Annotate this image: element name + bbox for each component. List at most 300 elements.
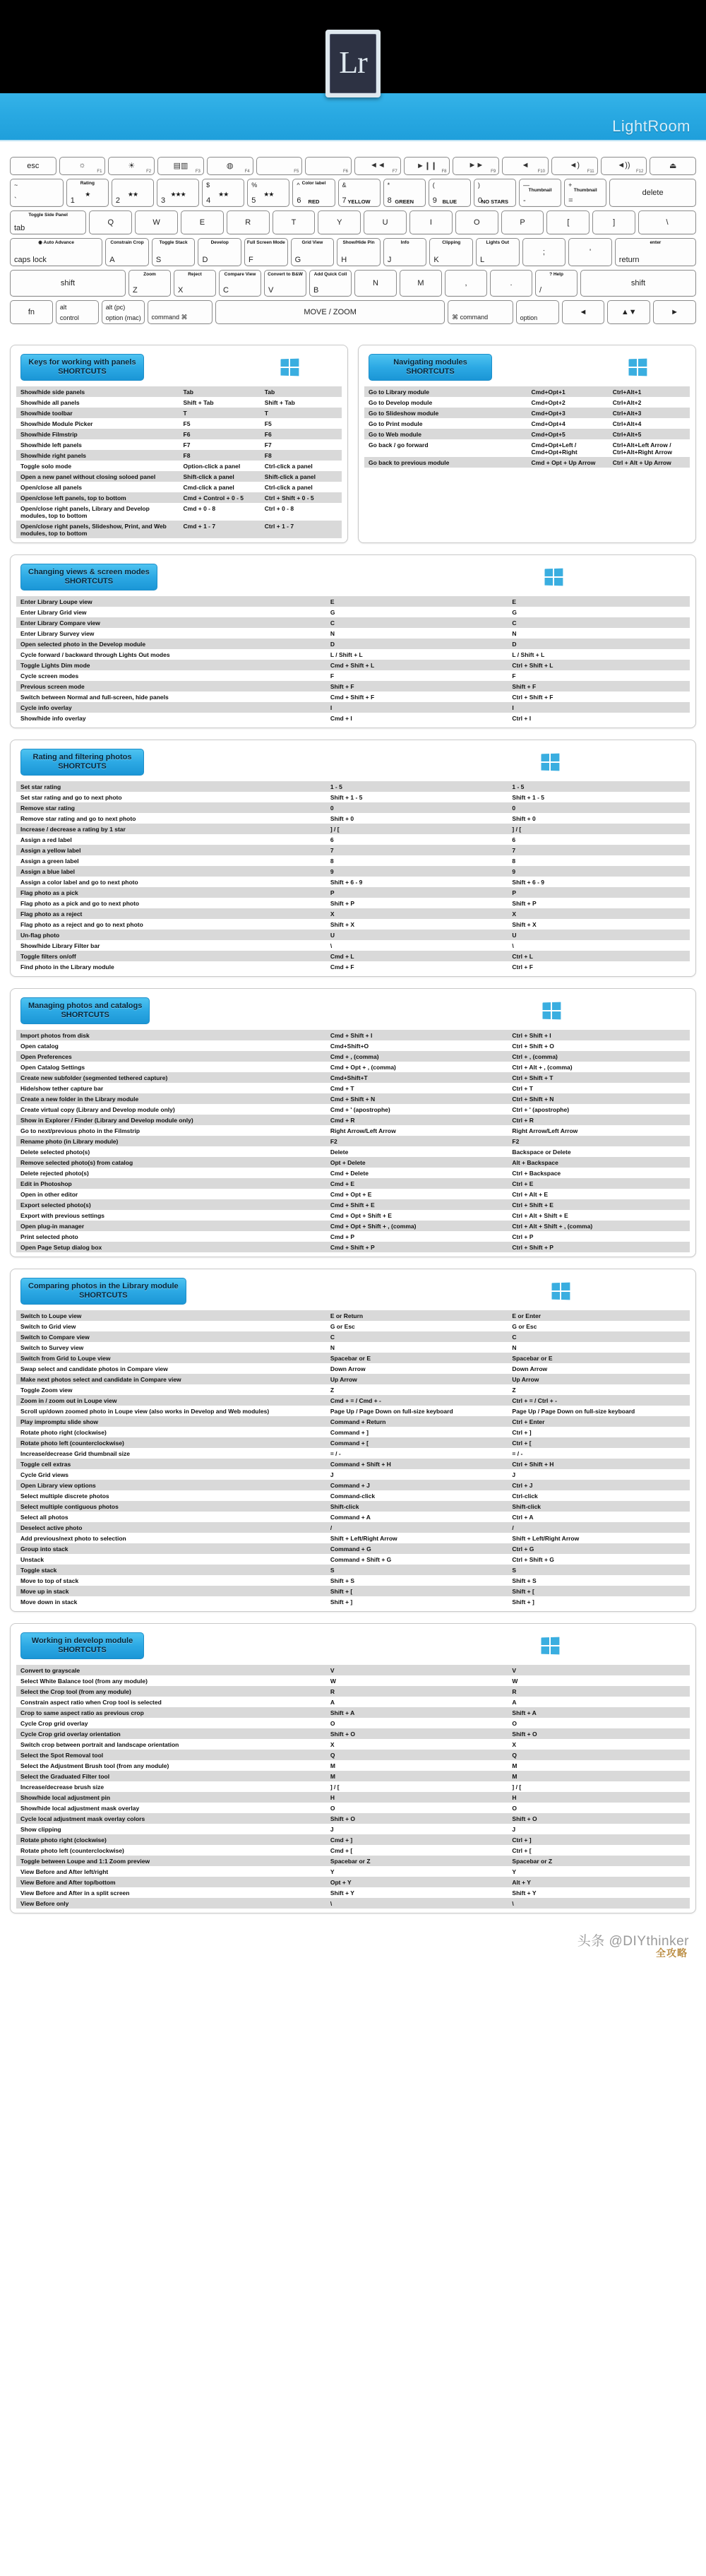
key-z-0[interactable] <box>10 270 126 297</box>
key-num-0[interactable] <box>10 179 64 207</box>
table-row <box>16 1728 690 1739</box>
shortcut-description: Switch to Loupe view <box>20 1312 82 1319</box>
shortcut-mac: F <box>330 672 335 679</box>
key-label: U <box>382 218 388 227</box>
shortcut-description: Switch to Compare view <box>20 1333 90 1341</box>
key-q-3[interactable] <box>181 210 224 235</box>
key-q-11[interactable] <box>546 210 590 235</box>
panel-header <box>16 561 690 596</box>
shortcut-windows: Ctrl + 1 - 7 <box>264 522 294 530</box>
key-fn-label: F8 <box>441 170 447 174</box>
shortcut-description: Enter Library Compare view <box>20 619 100 627</box>
keyboard-z-row <box>10 270 696 297</box>
shortcut-description: Constrain aspect ratio when Crop tool is selected <box>20 1698 162 1706</box>
table-row <box>16 1675 690 1686</box>
key-annotation: enter <box>650 240 662 245</box>
key-fn-7[interactable] <box>354 157 401 175</box>
shortcut-mac: Cmd + ' (apostrophe) <box>330 1105 390 1113</box>
shortcut-table <box>16 1310 690 1607</box>
key-label: A <box>109 256 115 264</box>
key-shift-label: $ <box>206 182 210 189</box>
shortcut-windows: Up Arrow <box>512 1375 539 1383</box>
shortcut-description: Enter Library Loupe view <box>20 598 92 605</box>
key-a-5[interactable] <box>291 238 335 266</box>
table-row <box>364 429 690 439</box>
key-label: Y <box>337 218 342 227</box>
shortcut-windows: Ctrl + Shift + P <box>512 1243 554 1251</box>
key-label: O <box>473 218 480 227</box>
shortcut-windows: Shift-click <box>512 1502 542 1510</box>
shortcut-mac: Shift + F <box>330 682 354 690</box>
page-title: LightRoom <box>612 117 690 135</box>
shortcut-mac: Cmd + P <box>330 1233 355 1240</box>
shortcut-mac: Cmd + Shift + F <box>330 693 375 701</box>
table-row <box>16 692 690 702</box>
key-ctl-8[interactable] <box>607 300 650 324</box>
table-row <box>16 1321 690 1331</box>
key-label: W <box>152 218 160 227</box>
shortcut-windows: R <box>512 1687 517 1695</box>
shortcut-mac: P <box>330 889 335 896</box>
shortcut-windows: Spacebar or Z <box>512 1857 553 1865</box>
table-row <box>16 1522 690 1533</box>
key-label: ► <box>671 308 679 316</box>
key-label: ' <box>589 248 592 256</box>
shortcut-windows: Ctrl + Shift + I <box>512 1031 551 1039</box>
shortcut-mac: Shift-click <box>330 1502 359 1510</box>
shortcut-mac: Cmd + Shift + N <box>330 1095 376 1103</box>
panel-row <box>10 740 696 977</box>
shortcut-mac: Shift + A <box>330 1709 355 1716</box>
key-star-label: ★ <box>85 191 90 198</box>
shortcut-windows: Ctrl+Alt+4 <box>612 420 642 427</box>
shortcut-mac: O <box>330 1719 335 1727</box>
shortcut-windows: C <box>512 1333 517 1341</box>
shortcut-windows: 6 <box>512 836 516 843</box>
key-num-5[interactable] <box>247 179 289 207</box>
key-z-5[interactable] <box>309 270 352 297</box>
key-num-11[interactable] <box>519 179 561 207</box>
shortcut-mac: Z <box>330 1386 335 1394</box>
shortcut-mac: F5 <box>183 420 191 427</box>
table-row <box>16 1813 690 1824</box>
keyboard-number-row <box>10 179 696 207</box>
shortcut-mac: Cmd+Opt+5 <box>531 430 566 438</box>
key-q-5[interactable] <box>273 210 316 235</box>
key-a-12[interactable] <box>615 238 696 266</box>
table-row <box>16 919 690 930</box>
shortcut-windows: A <box>512 1698 517 1706</box>
key-fn-10[interactable] <box>502 157 549 175</box>
table-row <box>16 681 690 692</box>
shortcut-windows: Ctrl + ] <box>512 1428 532 1436</box>
key-shift-label: % <box>251 182 258 189</box>
shortcut-mac: Tab <box>183 388 193 396</box>
shortcut-description: Switch to Survey view <box>20 1343 84 1351</box>
apple-icon <box>186 1283 436 1300</box>
shortcut-description: Rotate photo right (clockwise) <box>20 1836 107 1844</box>
key-q-6[interactable] <box>318 210 361 235</box>
panel-title-badge <box>20 1632 144 1659</box>
key-icon: ◄ <box>521 161 530 170</box>
shortcut-windows: Ctrl + Alt + Shift + E <box>512 1211 568 1219</box>
table-row <box>16 1750 690 1760</box>
shortcut-windows: Ctrl + Shift + O <box>512 1042 554 1050</box>
key-icon: ☀ <box>128 162 136 170</box>
key-star-label: ★★ <box>127 191 138 198</box>
key-z-11[interactable] <box>580 270 696 297</box>
key-q-9[interactable] <box>455 210 498 235</box>
table-row <box>16 461 342 471</box>
os-icon-group <box>157 569 686 586</box>
shortcut-description: Flag photo as a pick <box>20 889 78 896</box>
key-label: ` <box>14 196 17 205</box>
key-label: M <box>417 279 424 287</box>
key-a-3[interactable] <box>198 238 241 266</box>
shortcut-description: Previous screen mode <box>20 682 85 690</box>
key-label: [ <box>567 218 570 227</box>
shortcut-mac: Shift + 1 - 5 <box>330 793 363 801</box>
key-q-8[interactable] <box>409 210 453 235</box>
shortcut-description: Add previous/next photo to selection <box>20 1534 126 1542</box>
table-row <box>16 1856 690 1866</box>
shortcut-description: Export selected photo(s) <box>20 1201 91 1209</box>
key-fn-label: F7 <box>392 170 397 174</box>
key-ctl-9[interactable] <box>653 300 696 324</box>
panel-title-text: Keys for working with panels <box>28 358 136 367</box>
key-fn-3[interactable] <box>157 157 204 175</box>
key-fn-label: F5 <box>294 170 299 174</box>
key-num-2[interactable] <box>112 179 154 207</box>
key-num-9[interactable] <box>429 179 471 207</box>
table-row <box>16 1824 690 1834</box>
key-ctl-3[interactable] <box>148 300 213 324</box>
panel-header <box>16 1630 690 1665</box>
shortcut-mac: V <box>330 1666 335 1674</box>
key-num-13[interactable] <box>609 179 696 207</box>
shortcut-mac: Cmd + = / Cmd + - <box>330 1396 381 1404</box>
shortcut-description: Select the Spot Removal tool <box>20 1751 104 1759</box>
shortcut-description: Cycle Grid views <box>20 1471 69 1478</box>
shortcut-description: Select multiple discrete photos <box>20 1492 109 1500</box>
shortcut-windows: Ctrl + Shift + N <box>512 1095 554 1103</box>
shortcut-mac: 9 <box>330 867 334 875</box>
key-fn-8[interactable] <box>404 157 450 175</box>
shortcut-windows: Down Arrow <box>512 1365 548 1372</box>
shortcut-mac: Shift + O <box>330 1730 356 1738</box>
key-q-12[interactable] <box>592 210 635 235</box>
shortcut-windows: Ctrl + Shift + 0 - 5 <box>264 494 314 501</box>
key-fn-9[interactable] <box>453 157 499 175</box>
key-num-1[interactable] <box>66 179 109 207</box>
key-z-7[interactable] <box>400 270 442 297</box>
shortcut-windows: Shift-click a panel <box>264 473 316 480</box>
key-z-8[interactable] <box>445 270 487 297</box>
shortcut-description: View Before and After top/bottom <box>20 1878 116 1886</box>
shortcut-description: Toggle cell extras <box>20 1460 71 1468</box>
table-row <box>16 439 342 450</box>
key-fn-12[interactable] <box>601 157 647 175</box>
key-a-11[interactable] <box>568 238 612 266</box>
shortcut-description: Select all photos <box>20 1513 68 1521</box>
key-annotation: Full Screen Mode <box>246 240 285 245</box>
key-a-8[interactable] <box>429 238 473 266</box>
key-a-1[interactable] <box>105 238 149 266</box>
key-ctl-2[interactable] <box>102 300 145 324</box>
key-q-1[interactable] <box>89 210 132 235</box>
shortcut-mac: N <box>330 629 335 637</box>
key-top-label: alt <box>59 304 67 311</box>
shortcut-mac: Shift + Y <box>330 1889 354 1897</box>
panel-title-text: Navigating modules <box>393 358 467 367</box>
table-row <box>16 1586 690 1596</box>
key-a-6[interactable] <box>337 238 381 266</box>
key-num-12[interactable] <box>564 179 606 207</box>
key-q-10[interactable] <box>501 210 544 235</box>
table-row <box>16 1331 690 1342</box>
table-row <box>364 418 690 429</box>
key-ctl-7[interactable] <box>562 300 605 324</box>
key-label: 5 <box>251 196 256 205</box>
table-row <box>16 1845 690 1856</box>
shortcut-description: Open Library view options <box>20 1481 96 1489</box>
key-color-label: BLUE <box>442 198 457 205</box>
shortcut-description: Toggle Lights Dim mode <box>20 661 90 669</box>
shortcut-mac: C <box>330 619 335 627</box>
table-row <box>16 1157 690 1168</box>
key-fn-6[interactable] <box>305 157 352 175</box>
key-q-0[interactable] <box>10 210 86 235</box>
key-num-6[interactable] <box>292 179 335 207</box>
shortcut-windows: Ctrl+Alt+5 <box>612 430 642 438</box>
shortcut-description: Cycle Crop grid overlay <box>20 1719 88 1727</box>
shortcut-mac: Cmd + Shift + P <box>330 1243 375 1251</box>
lightroom-logo-text: Lr <box>330 34 376 93</box>
shortcut-description: Increase / decrease a rating by 1 star <box>20 825 126 833</box>
key-num-8[interactable] <box>383 179 426 207</box>
shortcut-description: Toggle between Loupe and 1:1 Zoom preview <box>20 1857 150 1865</box>
key-fn-0[interactable] <box>10 157 56 175</box>
key-num-3[interactable] <box>157 179 199 207</box>
shortcut-description: Cycle info overlay <box>20 704 72 711</box>
key-annotation: Reject <box>188 272 202 277</box>
table-row <box>16 702 690 713</box>
shortcut-mac: 6 <box>330 836 334 843</box>
shortcut-mac: Cmd + Opt + E <box>330 1190 372 1198</box>
keyboard-diagram <box>0 141 706 335</box>
key-annotation: Rating <box>80 181 95 186</box>
key-fn-1[interactable] <box>59 157 106 175</box>
shortcut-mac: X <box>330 1740 335 1748</box>
key-a-0[interactable] <box>10 238 102 266</box>
shortcut-description: Zoom in / zoom out in Loupe view <box>20 1396 117 1404</box>
shortcut-windows: Ctrl + F <box>512 963 533 971</box>
panel-title-text: Managing photos and catalogs <box>28 1002 143 1010</box>
key-shift-label: — <box>523 182 530 189</box>
shortcut-windows: Shift + ] <box>512 1598 534 1605</box>
shortcut-description: Go to Print module <box>369 420 423 427</box>
table-row <box>16 1739 690 1750</box>
key-label: Q <box>107 218 114 227</box>
key-q-13[interactable] <box>638 210 696 235</box>
shortcut-description: Open/close right panels, Slideshow, Print, and Web modules, top to bottom <box>20 522 167 537</box>
shortcut-description: Enter Library Survey view <box>20 629 95 637</box>
shortcut-windows: Ctrl+Alt+1 <box>612 388 642 396</box>
panel-title-badge <box>369 354 492 381</box>
shortcut-windows: F2 <box>512 1137 520 1145</box>
key-icon: ◄) <box>569 161 580 170</box>
key-q-2[interactable] <box>135 210 178 235</box>
shortcut-description: Remove star rating and go to next photo <box>20 814 136 822</box>
key-ctl-6[interactable] <box>516 300 559 324</box>
table-row <box>16 1887 690 1898</box>
lightroom-logo-icon <box>325 30 381 97</box>
shortcut-mac: Command + A <box>330 1513 371 1521</box>
key-label: I <box>429 218 432 227</box>
key-label: R <box>245 218 251 227</box>
shortcut-description: Group into stack <box>20 1545 68 1553</box>
key-ctl-5[interactable] <box>448 300 513 324</box>
shortcut-mac: T <box>183 409 187 417</box>
shortcut-mac: \ <box>330 1899 333 1907</box>
table-row <box>16 951 690 961</box>
shortcut-description: Remove star rating <box>20 804 75 812</box>
shortcut-mac: G <box>330 608 335 616</box>
key-ctl-4[interactable] <box>215 300 445 324</box>
table-row <box>16 1792 690 1803</box>
key-z-3[interactable] <box>219 270 261 297</box>
shortcut-mac: Cmd + Opt + Shift + E <box>330 1211 392 1219</box>
panel-title-badge <box>20 749 144 776</box>
table-row <box>16 1448 690 1459</box>
table-row <box>16 1501 690 1512</box>
key-ctl-1[interactable] <box>56 300 99 324</box>
key-label: 6 <box>297 196 301 205</box>
shortcut-mac: Cmd + Opt + , (comma) <box>330 1063 396 1071</box>
key-num-7[interactable] <box>338 179 381 207</box>
shortcut-mac: Q <box>330 1751 335 1759</box>
shortcut-windows: P <box>512 889 517 896</box>
key-shift-label: * <box>387 182 390 189</box>
table-row <box>16 802 690 813</box>
table-row <box>16 1062 690 1072</box>
key-annotation: Toggle Side Panel <box>28 213 68 218</box>
panel-title-badge <box>20 564 157 590</box>
shortcut-description: Switch crop between portrait and landscape orientation <box>20 1740 179 1748</box>
shortcut-windows: Shift + F <box>512 682 537 690</box>
key-label: X <box>178 286 184 295</box>
key-num-10[interactable] <box>474 179 516 207</box>
shortcut-windows: \ <box>512 1899 514 1907</box>
shortcut-mac: Cmd+Opt+4 <box>531 420 566 427</box>
table-row <box>16 1543 690 1554</box>
table-row <box>16 1469 690 1480</box>
shortcut-mac: Command + ] <box>330 1428 369 1436</box>
shortcut-mac: Page Up / Page Down on full-size keyboard <box>330 1407 453 1415</box>
shortcut-mac: Cmd + Shift + I <box>330 1031 373 1039</box>
key-annotation: Clipping <box>442 240 461 245</box>
shortcut-description: Open plug-in manager <box>20 1222 85 1230</box>
shortcut-description: Open in other editor <box>20 1190 78 1198</box>
shortcut-windows: Ctrl + I <box>512 714 532 722</box>
shortcut-windows: T <box>264 409 268 417</box>
key-z-1[interactable] <box>128 270 171 297</box>
shortcut-mac: Up Arrow <box>330 1375 357 1383</box>
shortcut-description: Rotate photo right (clockwise) <box>20 1428 107 1436</box>
key-a-9[interactable] <box>476 238 520 266</box>
key-z-4[interactable] <box>264 270 306 297</box>
key-z-6[interactable] <box>354 270 397 297</box>
key-label: B <box>313 286 319 295</box>
shortcut-mac: Cmd+Opt+1 <box>531 388 566 396</box>
shortcut-windows: Ctrl+Alt+3 <box>612 409 642 417</box>
key-a-10[interactable] <box>522 238 566 266</box>
shortcut-mac: Shift + 0 <box>330 814 354 822</box>
key-fn-4[interactable] <box>207 157 253 175</box>
os-icon-group <box>144 754 686 771</box>
key-fn-5[interactable] <box>256 157 303 175</box>
shortcut-mac: Shift + Left/Right Arrow <box>330 1534 397 1542</box>
shortcut-description: Increase/decrease Grid thumbnail size <box>20 1449 130 1457</box>
key-q-7[interactable] <box>364 210 407 235</box>
shortcut-mac: Cmd + 1 - 7 <box>183 522 216 530</box>
key-q-4[interactable] <box>227 210 270 235</box>
key-z-9[interactable] <box>490 270 532 297</box>
shortcut-description: Open/close left panels, top to bottom <box>20 494 126 501</box>
shortcut-mac: \ <box>330 942 333 949</box>
key-label: , <box>465 279 467 287</box>
shortcut-description: Print selected photo <box>20 1233 78 1240</box>
key-ctl-0[interactable] <box>10 300 53 324</box>
shortcut-description: Open catalog <box>20 1042 59 1050</box>
key-fn-2[interactable] <box>108 157 155 175</box>
shortcut-mac: Cmd + I <box>330 714 352 722</box>
key-z-2[interactable] <box>174 270 216 297</box>
shortcut-table <box>16 1665 690 1909</box>
shortcut-windows: Ctrl + T <box>512 1084 533 1092</box>
key-label: V <box>268 286 274 295</box>
key-a-4[interactable] <box>244 238 288 266</box>
shortcut-windows: U <box>512 931 517 939</box>
shortcut-mac: E <box>330 598 335 605</box>
key-fn-11[interactable] <box>551 157 598 175</box>
shortcut-mac: 1 - 5 <box>330 783 342 790</box>
table-row <box>16 450 342 461</box>
key-fn-13[interactable] <box>650 157 696 175</box>
panel-row-top <box>10 345 696 543</box>
key-a-2[interactable] <box>152 238 196 266</box>
shortcut-table <box>16 1030 690 1252</box>
table-row <box>16 1760 690 1771</box>
shortcut-windows: Ctrl + , (comma) <box>512 1052 558 1060</box>
shortcut-mac: Command + [ <box>330 1439 369 1447</box>
key-fn-label: F4 <box>244 170 250 174</box>
panel-title-badge <box>20 1278 186 1305</box>
apple-icon <box>144 1637 415 1654</box>
apple-icon <box>157 569 421 586</box>
shortcut-panels-container <box>0 335 706 1913</box>
table-row <box>16 1221 690 1231</box>
shortcut-windows: X <box>512 1740 517 1748</box>
os-icon-group <box>150 1002 686 1019</box>
shortcut-description: Toggle filters on/off <box>20 952 76 960</box>
key-num-4[interactable] <box>202 179 244 207</box>
key-z-10[interactable] <box>535 270 578 297</box>
key-label: caps lock <box>14 256 47 264</box>
shortcut-mac: Cmd + Delete <box>330 1169 369 1177</box>
key-a-7[interactable] <box>383 238 427 266</box>
shortcut-mac: G or Esc <box>330 1322 355 1330</box>
